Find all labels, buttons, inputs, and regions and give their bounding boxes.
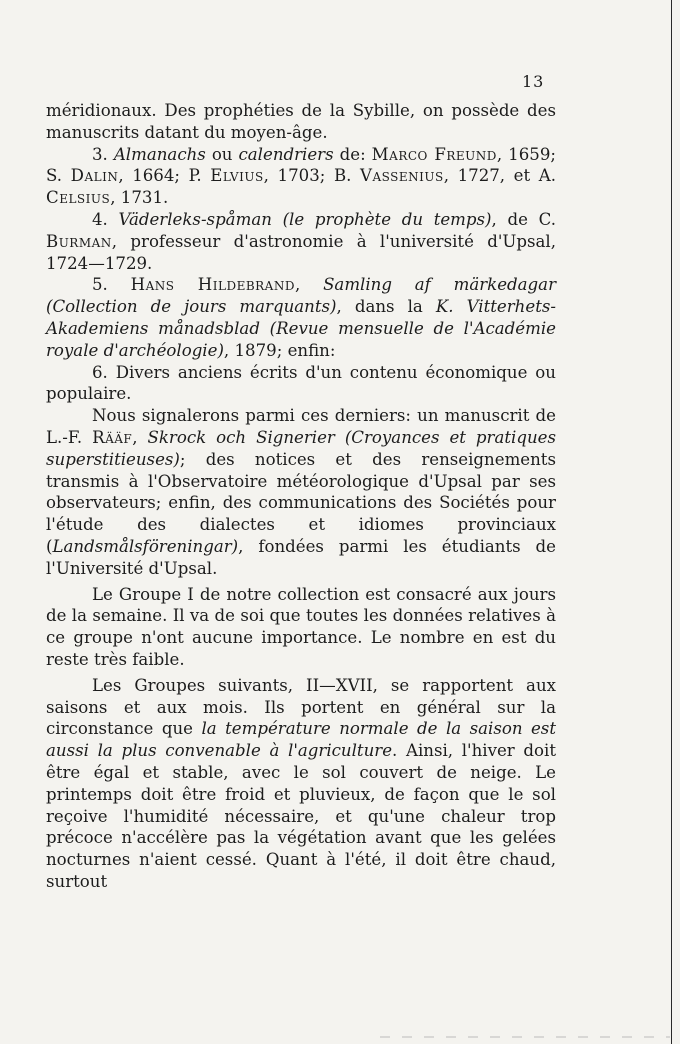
text-run: , 1664; P. bbox=[118, 166, 211, 186]
author-name: Hans Hildebrand bbox=[130, 275, 295, 295]
author-name: Dalin bbox=[70, 166, 119, 186]
paragraph-groupe-i bbox=[46, 584, 556, 671]
body-text bbox=[46, 100, 556, 893]
text-run: 6. Divers anciens écrits d'un contenu économique ou populaire. bbox=[46, 362, 556, 404]
text-run: , 1727, et A. bbox=[443, 166, 557, 186]
text-run: ou bbox=[205, 144, 239, 164]
text-run: Le Groupe I de notre collection est consacré aux jours de la semaine. Il va de soi que toutes les données relatives à ce groupe n'ont aucune importance. Le nombre en est du reste très faible. bbox=[46, 584, 556, 669]
text-run: , 1659; S. bbox=[46, 144, 556, 186]
text-run: . Ainsi, l'hiver doit être égal et stable, avec le sol couvert de neige. Le printemps doit être froid et pluvieux, de façon que le sol reçoive l'humidité nécessaire, et qu'une chaleur trop précoce n'accélère pas la végétation avant que les gelées nocturnes n'aient cessé. Quant à l'été, il doit être chaud, surtout bbox=[46, 741, 556, 891]
title-samling: Samling af märkedagar (Collection de jours marquants) bbox=[46, 275, 556, 317]
author-name: Elvius bbox=[210, 166, 264, 186]
text-run: , professeur d'astronomie à l'université d'Upsal, 1724—1729. bbox=[46, 231, 556, 273]
item-number: 4. bbox=[92, 209, 119, 229]
author-name: Burman bbox=[46, 231, 112, 251]
text-run: , 1879; enfin: bbox=[223, 340, 336, 360]
page-number: 13 bbox=[522, 72, 545, 91]
text-run: de: bbox=[333, 144, 372, 164]
title-landsmals: Landsmålsföreningar) bbox=[52, 536, 239, 556]
scan-artifact bbox=[380, 1036, 670, 1038]
paragraph-groupes-suivants bbox=[46, 675, 556, 893]
paragraph-vaderleks bbox=[46, 209, 556, 274]
page-edge-line bbox=[671, 0, 672, 1044]
paragraph-almanachs bbox=[46, 144, 556, 209]
author-name: Marco Freund bbox=[371, 144, 497, 164]
text-run: , dans la bbox=[336, 297, 436, 317]
item-number: 5. bbox=[92, 275, 131, 295]
emphasis-text: la température normale de la saison est aussi la plus convenable à l'agriculture bbox=[46, 719, 556, 761]
intro-text: méridionaux. Des prophéties de la Sybille, on possède des manuscrits datant du moyen-âge. bbox=[46, 101, 556, 142]
title-skrock: Skrock och Signerier (Croyances et pratiques superstitieuses) bbox=[46, 427, 556, 469]
text-run: , fondées parmi les étudiants de l'Université d'Upsal. bbox=[46, 536, 556, 578]
text-run: ; des notices et des renseignements transmis à l'Observatoire météorologique d'Upsal par ses observateurs; enfin, des communications des Sociétés pour l'étude des dialectes et idiomes provinciaux ( bbox=[46, 449, 556, 556]
author-name: Celsius bbox=[46, 188, 111, 208]
author-name: Rääf bbox=[92, 427, 133, 447]
paragraph-nous-signalerons bbox=[46, 405, 556, 579]
title-vaderleks: Väderleks-spåman (le prophète du temps) bbox=[118, 209, 492, 229]
paragraph-divers bbox=[46, 362, 556, 406]
title-calendriers: calendriers bbox=[238, 144, 334, 164]
text-run: , de C. bbox=[491, 209, 556, 229]
item-number: 3. bbox=[92, 144, 114, 164]
text-run: Les Groupes suivants, II—XVII, se rapportent aux saisons et aux mois. Ils portent en général sur la circonstance que bbox=[46, 675, 556, 739]
paragraph-hildebrand bbox=[46, 274, 556, 361]
text-run: , 1731. bbox=[110, 188, 169, 208]
text-run: , bbox=[294, 275, 324, 295]
title-almanachs: Almanachs bbox=[113, 144, 206, 164]
title-manadsblad: K. Vitterhets-Akademiens månadsblad (Revue mensuelle de l'Académie royale d'archéologie) bbox=[46, 297, 556, 360]
text-run: , bbox=[132, 427, 148, 447]
text-run: Nous signalerons parmi ces derniers: un manuscrit de L.-F. bbox=[46, 406, 556, 447]
author-name: Vassenius bbox=[360, 166, 444, 186]
text-run: , 1703; B. bbox=[263, 166, 360, 186]
paragraph-intro bbox=[46, 100, 556, 144]
